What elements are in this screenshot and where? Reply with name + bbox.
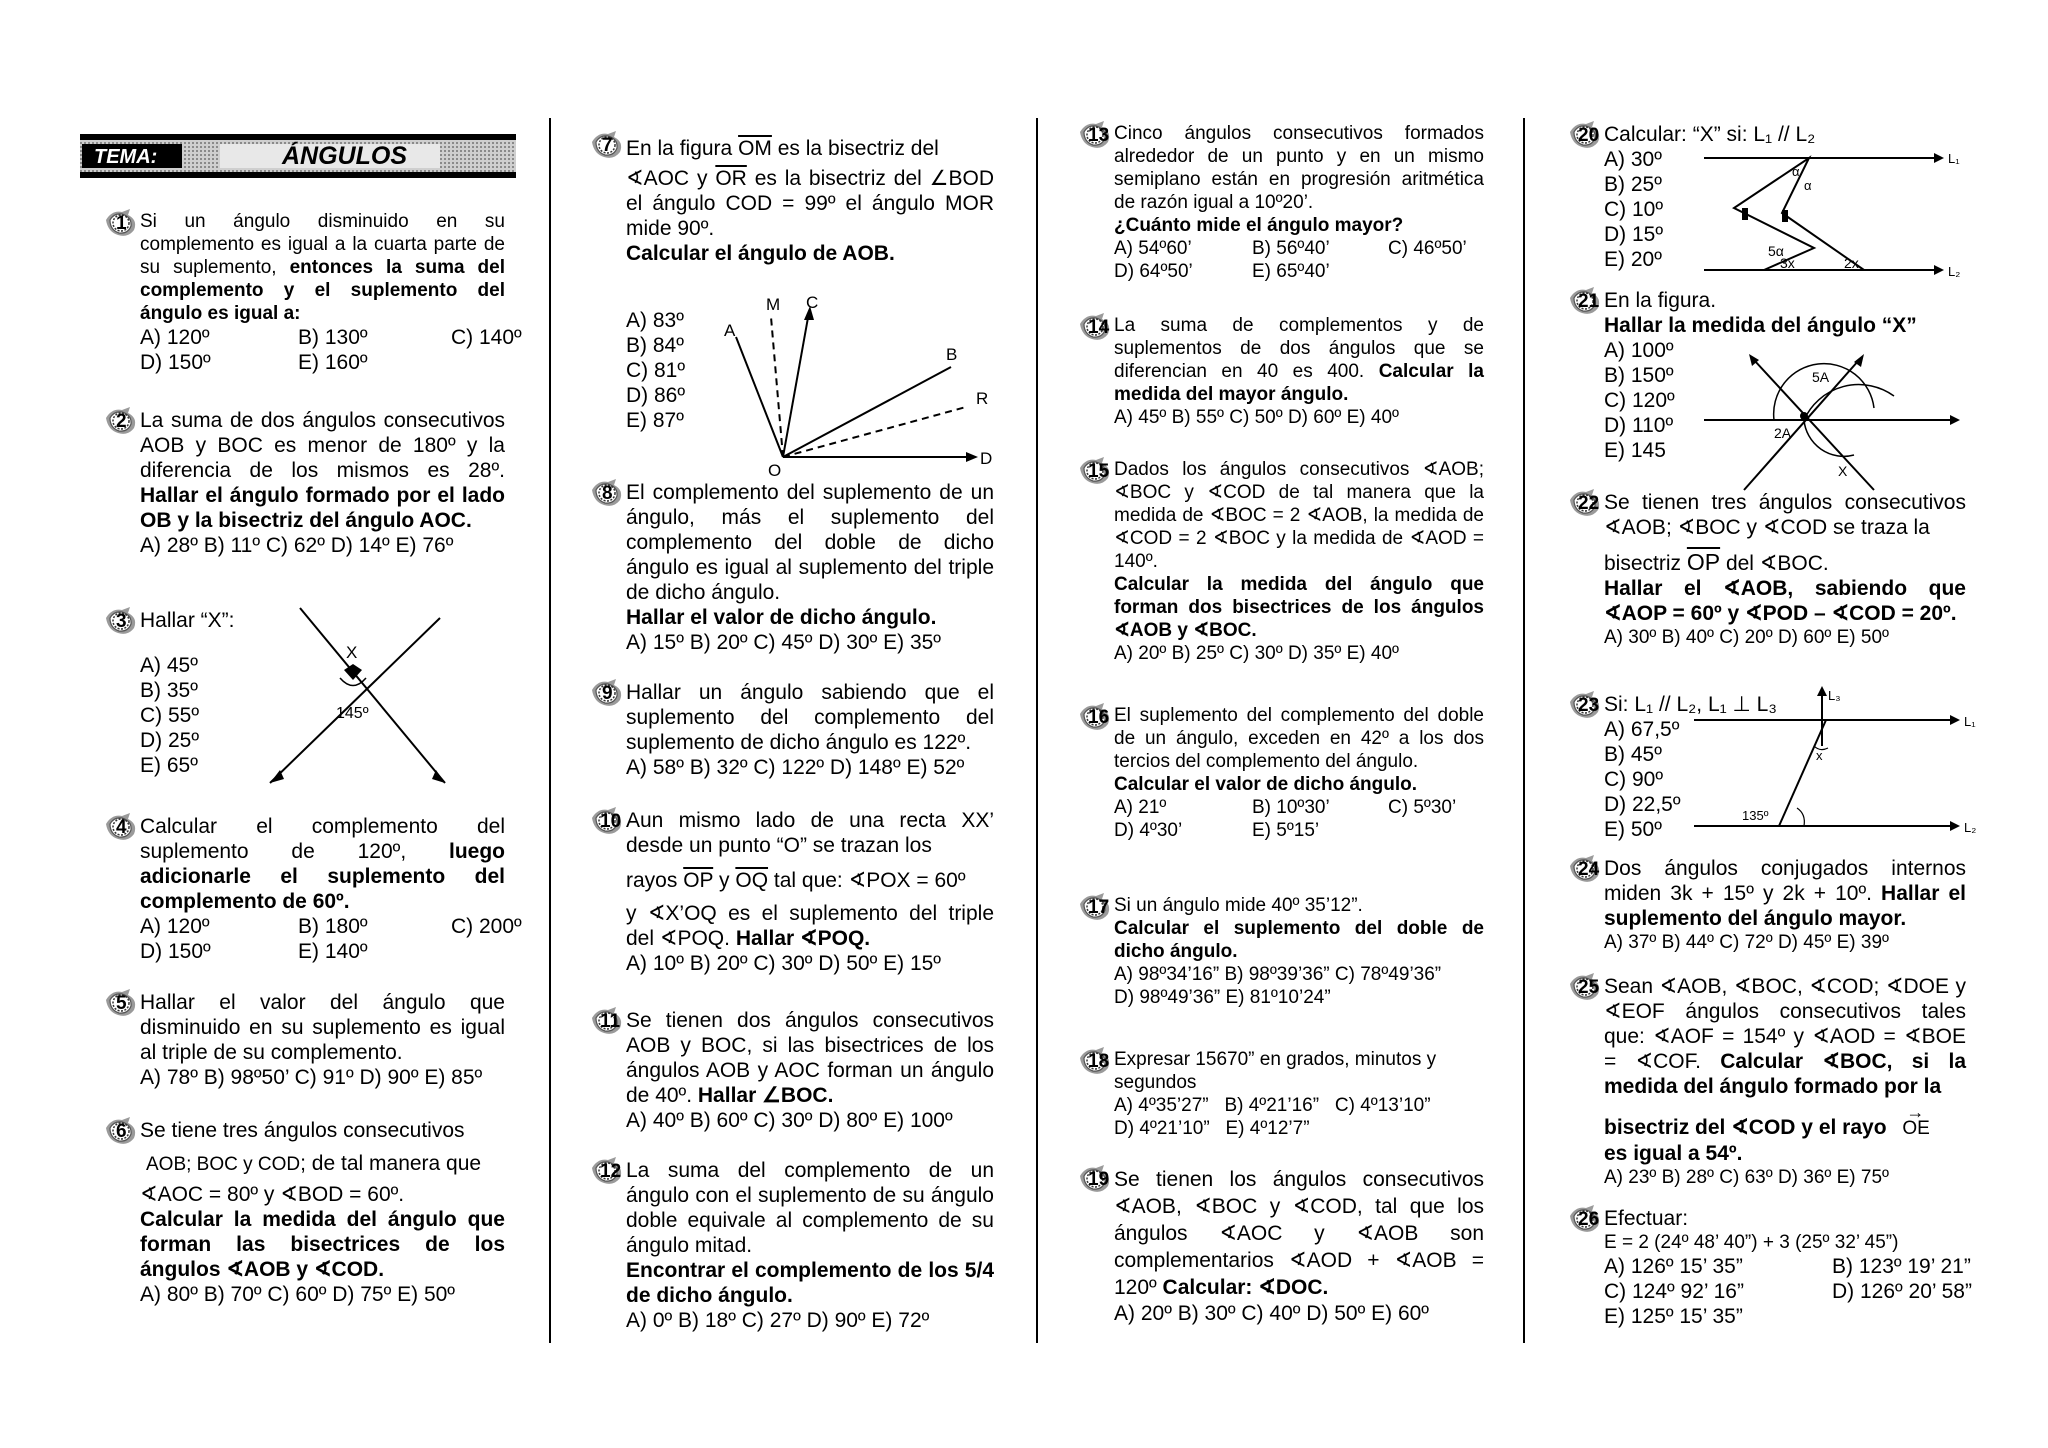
problem-number: 1: [116, 213, 127, 234]
problem-number: 5: [116, 993, 127, 1014]
svg-text:L₂: L₂: [1964, 820, 1977, 835]
problem-text: Cinco ángulos consecutivos formados alrededor de un punto y en un mismo semiplano están en progresión aritmética de razón igual a 10º20’.: [1114, 123, 1484, 213]
column-divider: [1523, 118, 1525, 1343]
answer-options: A) 15º B) 20º C) 45º D) 30º E) 35º: [626, 631, 941, 654]
svg-text:M: M: [766, 295, 781, 314]
problem-number: 18: [1088, 1051, 1110, 1072]
problem-23: [1578, 688, 1977, 842]
problem-question: Hallar ∠BOC.: [697, 1084, 834, 1107]
problem-13: [1088, 122, 1484, 283]
column-divider: [549, 118, 551, 1343]
figure-angles-x: [260, 598, 480, 788]
problem-14: [1088, 314, 1484, 429]
answer-options: A) 28º B) 11º C) 62º D) 14º E) 76º: [140, 534, 454, 557]
problem-5: [116, 990, 505, 1090]
problem-text: Se tiene tres ángulos consecutivos: [140, 1119, 465, 1142]
figure-parallel-zigzag: [1704, 148, 1964, 278]
svg-text:X: X: [346, 643, 358, 662]
problem-question: entonces la suma del complemento y el suplemento del ángulo es igual a:: [140, 257, 505, 324]
svg-text:L₂: L₂: [1948, 264, 1961, 279]
answer-options: A) 21º B) 10º30’ C) 5º30’ D) 4º30’ E) 5º15’: [1114, 797, 1457, 841]
problem-text: Si un ángulo mide 40º 35’12”.: [1114, 895, 1363, 916]
problem-24: [1578, 856, 1966, 954]
ray-oq: $\overline{OQ}$: [735, 869, 769, 892]
problem-text: La suma de complementos y de suplementos de dos ángulos que se diferencian en 40 es 400.: [1114, 315, 1484, 382]
problem-15: [1088, 458, 1484, 665]
problem-number: 10: [600, 811, 622, 832]
problem-number: 16: [1088, 707, 1110, 728]
problem-22: 22 Se tienen tres ángulos consecutivos ∢AOB; ∢BOC y ∢COD se traza la bisectriz $\overline{OP}$ del ∢BOC. Hallar el ∢AOB, sabiendo que ∢AOP = 60º y ∢POD – ∢COD = 20º. A) 30º B) 40º C) 20º D) 60º E) 50º: [1604, 490, 1966, 649]
svg-text:2x: 2x: [1844, 255, 1859, 271]
svg-text:α: α: [1792, 164, 1800, 179]
problem-text: Dados los ángulos consecutivos ∢AOB; ∢BOC y ∢COD de tal manera que la medida de ∢BOC = 2 ∢AOB, la medida de ∢COD = 2 ∢BOC y la medida de ∢AOD = 140º.: [1114, 459, 1484, 572]
problem-question: ¿Cuánto mide el ángulo mayor?: [1114, 215, 1404, 236]
problem-text: La suma del complemento de un ángulo con el suplemento de su ángulo doble equivale al complemento de su ángulo mitad.: [626, 1159, 994, 1257]
problem-number: 21: [1578, 291, 1600, 312]
svg-text:L₁: L₁: [1964, 714, 1976, 729]
problem-number: 19: [1088, 1169, 1110, 1190]
problem-21: [1578, 288, 1966, 479]
problem-question: Calcular la medida del ángulo que forman las bisectrices de los ángulos ∢AOB y ∢COD.: [140, 1208, 505, 1281]
svg-text:C: C: [806, 293, 819, 312]
svg-text:A: A: [724, 321, 736, 340]
problem-question: Calcular ∢BOC, si la medida del ángulo formado por la: [1604, 1050, 1966, 1098]
expression: E = 2 (24º 48’ 40”) + 3 (25º 32’ 45”): [1604, 1232, 1899, 1253]
problem-4: [116, 814, 522, 964]
problem-text: Calcular: “X” si: L₁ // L₂: [1604, 123, 1816, 146]
problem-question: Calcular la medida del mayor ángulo.: [1114, 361, 1484, 405]
answer-options: A) 4º35’27” B) 4º21’16” C) 4º13’10” D) 4º21’10” E) 4º12’7”: [1114, 1095, 1431, 1139]
problem-number: 23: [1578, 695, 1600, 716]
problem-number: 13: [1088, 125, 1110, 146]
svg-text:135º: 135º: [1742, 808, 1769, 823]
figure-rays-omcbrd: [696, 292, 996, 480]
problem-26: [1578, 1206, 1972, 1329]
problem-number: 24: [1578, 859, 1600, 880]
problem-question: Hallar el ángulo formado por el lado OB y la bisectriz del ángulo AOC.: [140, 484, 505, 532]
problem-question: Calcular: ∢DOC.: [1162, 1276, 1329, 1299]
problem-number: 8: [602, 483, 613, 504]
svg-text:5α: 5α: [1768, 243, 1784, 259]
ray-op: $\overline{OP}$: [683, 869, 714, 892]
svg-text:L₃: L₃: [1828, 688, 1841, 703]
answer-options: A) 100º B) 150º C) 120º D) 110º E) 145: [1604, 339, 1675, 462]
problem-17: [1088, 894, 1484, 1009]
answer-options: A) 78º B) 98º50’ C) 91º D) 90º E) 85º: [140, 1066, 483, 1089]
problem-2: [116, 408, 505, 558]
answer-options: A) 67,5º B) 45º C) 90º D) 22,5º E) 50º: [1604, 718, 1681, 841]
answer-options: A) 120º B) 130º C) 140º D) 150º E) 160º: [140, 326, 522, 374]
problem-18: [1088, 1048, 1484, 1140]
problem-text: Hallar el valor del ángulo que disminuido en su suplemento es igual al triple de su complemento.: [140, 991, 505, 1064]
answer-options: A) 45º B) 35º C) 55º D) 25º E) 65º: [140, 654, 200, 777]
svg-text:O: O: [768, 461, 782, 480]
answer-options: A) 37º B) 44º C) 72º D) 45º E) 39º: [1604, 932, 1889, 953]
answer-options: A) 83º B) 84º C) 81º D) 86º E) 87º: [626, 309, 686, 432]
answer-options: A) 45º B) 55º C) 50º D) 60º E) 40º: [1114, 407, 1399, 428]
problem-text: Hallar un ángulo sabiendo que el suplemento del complemento del suplemento de dicho ángulo es 122º.: [626, 681, 994, 754]
segment-or: $\overline{OR}$: [715, 167, 747, 190]
problem-8: [602, 480, 994, 655]
problem-number: 12: [600, 1161, 622, 1182]
problem-number: 20: [1578, 125, 1600, 146]
svg-text:5A: 5A: [1812, 369, 1830, 385]
segment-op: $\overline{OP}$: [1686, 549, 1721, 575]
problem-text: Calcular el complemento del suplemento de 120º,: [140, 815, 505, 863]
problem-number: 4: [116, 817, 127, 838]
answer-options: A) 58º B) 32º C) 122º D) 148º E) 52º: [626, 756, 965, 779]
answer-options: A) 0º B) 18º C) 27º D) 90º E) 72º: [626, 1309, 930, 1332]
problem-question: Encontrar el complemento de los 5/4 de dicho ángulo.: [626, 1259, 994, 1307]
answer-options: A) 20º B) 25º C) 30º D) 35º E) 40º: [1114, 643, 1399, 664]
problem-number: 14: [1088, 317, 1110, 338]
problem-16: [1088, 704, 1484, 842]
problem-question: Hallar el suplemento del ángulo mayor.: [1604, 882, 1966, 930]
problem-number: 2: [116, 411, 127, 432]
problem-text: Si un ángulo disminuido en su complemento es igual a la cuarta parte de su suplemento,: [140, 211, 505, 278]
arrow-right-icon: →: [1906, 1102, 1925, 1122]
problem-1: [116, 210, 522, 375]
problem-19: [1088, 1166, 1484, 1326]
answer-options: A) 30º B) 40º C) 20º D) 60º E) 50º: [1604, 627, 1889, 648]
svg-text:L₁: L₁: [1948, 151, 1960, 166]
problem-question: Hallar ∢POQ.: [735, 927, 871, 950]
angle-list: AOB; BOC y COD: [146, 1154, 301, 1175]
svg-text:x: x: [1816, 748, 1823, 763]
problem-number: 3: [116, 611, 127, 632]
svg-text:2A: 2A: [1774, 425, 1792, 441]
problem-number: 26: [1578, 1209, 1600, 1230]
problem-25: 25 Sean ∢AOB, ∢BOC, ∢COD; ∢DOE y ∢EOF ángulos consecutivos tales que: ∢AOF = 154º y ∢AOD = ∢BOE = ∢COF. Calcular ∢BOC, si la medida del ángulo formado por la bisectriz del ∢COD y el rayo → OE es igual a 54º. A) 23º B) 28º C) 63º D) 36º E) 75º: [1604, 974, 1966, 1189]
problem-question: Calcular el suplemento del doble de dicho ángulo.: [1114, 918, 1484, 962]
problem-text: Hallar “X”:: [140, 609, 235, 632]
problem-number: 25: [1578, 977, 1600, 998]
answer-options: A) 98º34’16” B) 98º39’36” C) 78º49’36” D) 98º49’36” E) 81º10’24”: [1114, 964, 1442, 1008]
svg-text:R: R: [976, 389, 989, 408]
problem-11: [600, 1008, 994, 1133]
problem-text: Expresar 15670” en grados, minutos y segundos: [1114, 1049, 1437, 1093]
figure-crossing-lines: [1704, 340, 1966, 500]
problem-text: Aun mismo lado de una recta XX’ desde un punto “O” se trazan los: [626, 809, 994, 857]
problem-20: [1578, 122, 1966, 279]
problem-10: 10 Aun mismo lado de una recta XX’ desde un punto “O” se trazan los rayos $\overline{OP}$ y $\overline{OQ}$ tal que: ∢POX = 60º y ∢X’OQ es el suplemento del triple del ∢POQ. Hallar ∢POQ. A) 10º B) 20º C) 30º D) 50º E) 15º: [626, 808, 994, 976]
problem-question: Hallar la medida del ángulo “X”: [1604, 314, 1917, 337]
svg-text:D: D: [980, 449, 993, 468]
problem-question: Calcular el valor de dicho ángulo.: [1114, 774, 1418, 795]
answer-options: A) 20º B) 30º C) 40º D) 50º E) 60º: [1114, 1302, 1429, 1325]
problem-text: Sean ∢AOB, ∢BOC, ∢COD; ∢DOE y ∢EOF ángulos consecutivos tales que: ∢AOF = 154º y ∢AOD = ∢BOE = ∢COF.: [1604, 975, 1966, 1073]
problem-question: Calcular la medida del ángulo que forman dos bisectrices de los ángulos ∢AOB y ∢BOC.: [1114, 574, 1484, 641]
problem-9: [602, 680, 994, 780]
problem-text: La suma de dos ángulos consecutivos AOB y BOC es menor de 180º y la diferencia de los mismos es 28º.: [140, 409, 505, 482]
page-title: ÁNGULOS: [282, 142, 407, 170]
problem-12: [600, 1158, 994, 1333]
problem-text: Efectuar:: [1604, 1207, 1689, 1230]
svg-text:145º: 145º: [336, 705, 369, 722]
answer-options: A) 54º60’ B) 56º40’ C) 46º50’ D) 64º50’ E) 65º40’: [1114, 238, 1467, 282]
problem-text: Si: L₁ // L₂, L₁ ⊥ L₃: [1604, 693, 1777, 716]
figure-perpendicular-lines: [1694, 686, 1977, 836]
answer-options: A) 30º B) 25º C) 10º D) 15º E) 20º: [1604, 148, 1664, 271]
answer-options: A) 126º 15’ 35” B) 123º 19’ 21” C) 124º 92’ 16” D) 126º 20’ 58” E) 125º 15’ 35”: [1604, 1255, 1972, 1328]
svg-text:X: X: [1838, 463, 1848, 479]
answer-options: A) 80º B) 70º C) 60º D) 75º E) 50º: [140, 1283, 455, 1306]
answer-options: A) 10º B) 20º C) 30º D) 50º E) 15º: [626, 952, 941, 975]
problem-text: Se tienen los ángulos consecutivos ∢AOB, ∢BOC y ∢COD, tal que los ángulos ∢AOC y ∢AOB son complementarios ∢AOD + ∢AOB = 120º: [1114, 1168, 1484, 1299]
problem-number: 22: [1578, 493, 1600, 514]
problem-text: El complemento del suplemento de un ángulo, más el suplemento del complemento del doble de dicho ángulo es igual al suplemento del triple de dicho ángulo.: [626, 481, 994, 604]
answer-options: A) 23º B) 28º C) 63º D) 36º E) 75º: [1604, 1167, 1889, 1188]
problem-text: El suplemento del complemento del doble de un ángulo, exceden en 42º a los dos tercios del complemento del ángulo.: [1114, 705, 1484, 772]
problem-text: En la figura.: [1604, 289, 1717, 312]
problem-number: 15: [1088, 461, 1110, 482]
problem-number: 9: [602, 683, 613, 704]
tema-label: TEMA:: [94, 146, 158, 168]
answer-options: A) 40º B) 60º C) 30º D) 80º E) 100º: [626, 1109, 953, 1132]
problem-number: 6: [116, 1121, 127, 1142]
svg-text:α: α: [1804, 178, 1812, 193]
problem-number: 11: [600, 1011, 621, 1032]
topic-header: [80, 134, 516, 178]
svg-text:3x: 3x: [1780, 255, 1795, 271]
segment-om: $\overline{OM}$: [738, 137, 772, 160]
column-divider: [1036, 118, 1038, 1343]
problem-question: Hallar el valor de dicho ángulo.: [626, 606, 937, 629]
problem-question: Hallar el ∢AOB, sabiendo que ∢AOP = 60º y ∢POD – ∢COD = 20º.: [1604, 577, 1966, 625]
problem-6: 6 Se tiene tres ángulos consecutivos AOB; BOC y COD; de tal manera que ∢AOC = 80º y ∢BOD = 60º. Calcular la medida del ángulo que forman las bisectrices de los ángulos ∢AOB y ∢COD. A) 80º B) 70º C) 60º D) 75º E) 50º: [140, 1118, 505, 1307]
problem-text: Se tienen dos ángulos consecutivos AOB y BOC, si las bisectrices de los ángulos AOB y AOC forman un ángulo de 40º.: [626, 1009, 994, 1107]
answer-options: A) 120º B) 180º C) 200º D) 150º E) 140º: [140, 915, 522, 963]
problem-number: 17: [1088, 897, 1110, 918]
problem-question: luego adicionarle el suplemento del complemento de 60º.: [140, 840, 505, 913]
problem-3: [116, 608, 505, 778]
problem-number: 7: [602, 135, 613, 156]
ray-oe: → OE: [1902, 1102, 1930, 1139]
problem-text: Dos ángulos conjugados internos miden 3k + 15º y 2k + 10º.: [1604, 857, 1966, 905]
problem-7: 7 En la figura $\overline{OM}$ es la bisectriz del ∢AOC y $\overline{OR}$ es la bisectriz del ∠BOD el ángulo COD = 99º el ángulo MOR mide 90º. Calcular el ángulo de AOB. A) 83º B) 84º C) 81º D) 86º E) 87º A M C B R O D: [626, 132, 994, 433]
svg-text:B: B: [946, 345, 958, 364]
problem-question: Calcular el ángulo de AOB.: [626, 242, 895, 265]
problem-text: Se tienen tres ángulos consecutivos ∢AOB; ∢BOC y ∢COD se traza la: [1604, 491, 1966, 539]
